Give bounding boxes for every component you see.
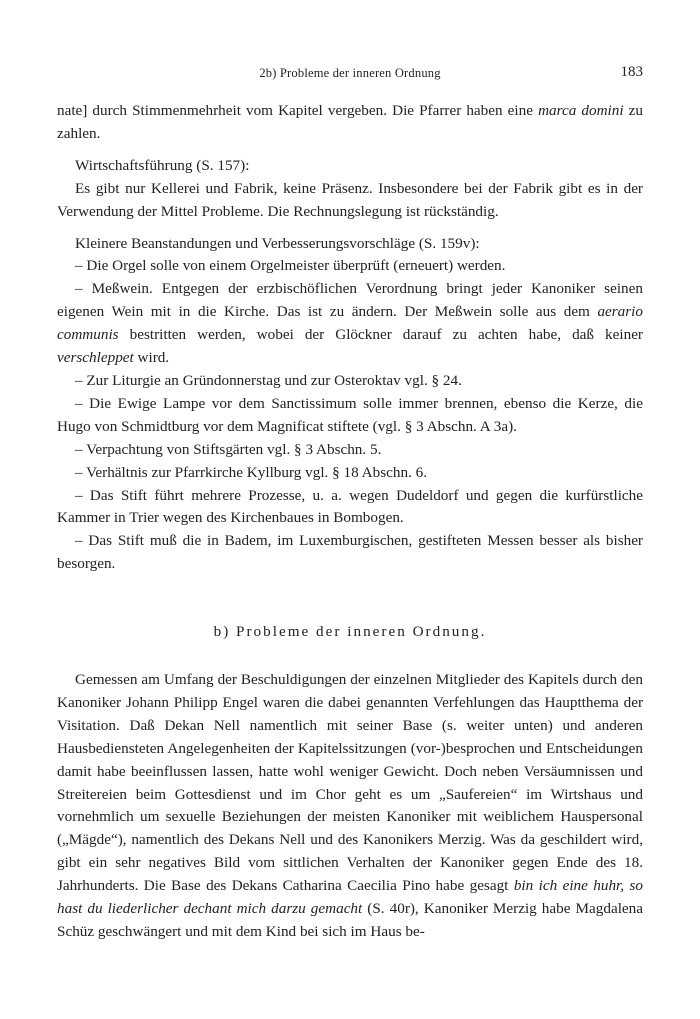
page-number: 183 xyxy=(620,64,643,80)
list-item: – Zur Liturgie an Gründonnerstag und zur Osteroktav vgl. § 24. xyxy=(75,371,462,389)
list-item: – Das Stift muß die in Badem, im Luxemburgischen, gestifteten Messen besser als bisher besorgen. xyxy=(57,532,643,573)
paragraph-wirtschaftsfuehrung: Es gibt nur Kellerei und Fabrik, keine Präsenz. Insbesondere bei der Fabrik gibt es in der Verwendung der Mittel Probleme. Die Rechnungslegung ist rückständig. xyxy=(57,179,643,220)
list-item: – Die Orgel solle von einem Orgelmeister überprüft (erneuert) werden. xyxy=(75,257,506,275)
list-item: – Das Stift führt mehrere Prozesse, u. a. wegen Dudeldorf und gegen die kurfürstliche Kammer in Trier wegen des Kirchenbaues in Bombogen. xyxy=(57,486,643,527)
list-item: – Verhältnis zur Pfarrkirche Kyllburg vgl. § 18 Abschn. 6. xyxy=(75,463,428,481)
subheading-wirtschaftsfuehrung: Wirtschaftsführung (S. 157): xyxy=(75,156,250,174)
section-heading: b) Probleme der inneren Ordnung. xyxy=(213,623,487,641)
running-head: 2b) Probleme der inneren Ordnung xyxy=(259,66,441,80)
subheading-beanstandungen: Kleinere Beanstandungen und Verbesserungsvorschläge (S. 159v): xyxy=(75,234,480,252)
quoted-term: verschleppet xyxy=(57,349,134,367)
latin-term: aerario communis xyxy=(57,303,643,344)
page-body xyxy=(57,100,643,944)
page-header xyxy=(57,64,643,86)
paragraph-continuation: nate] durch Stimmenmehrheit vom Kapitel vergeben. Die Pfarrer haben eine marca domini zu zahlen. xyxy=(57,102,643,142)
paragraph-main: Gemessen am Umfang der Beschuldigungen der einzelnen Mitglieder des Kapitels durch den Kanoniker Johann Philipp Engel waren die dabei genannten Verfehlungen das Hauptthema der Visitation. Daß Dekan Nell namentlich mit seiner Base (s. weiter unten) und anderen Hausbediensteten Angelegenheiten der Kapitelssitzungen (vor-)besprochen und Entscheidungen damit habe beeinflussen lassen, hatte wohl weniger Gewicht. Doch neben Versäumnissen und Streitereien beim Gottesdienst und im Chor geht es um „Saufereien“ im Wirtshaus und vornehmlich um sexuelle Beziehungen der meisten Kanoniker mit weiblichem Hauspersonal („Mägde“), namentlich des Dekans Nell und des Kanonikers Merzig. Was da geschildert wird, gibt ein sehr negatives Bild vom sittlichen Verhalten der Kanoniker gegen Ende des 18. Jahrhunderts. Die Base des Dekans Catharina Caecilia Pino habe gesagt bin ich eine huhr, so hast du liederlicher dechant mich darzu gemacht (S. 40r), Kanoniker Merzig habe Magdalena Schüz geschwängert und mit dem Kind bei sich im Haus be- xyxy=(57,671,643,940)
list-item: – Verpachtung von Stiftsgärten vgl. § 3 Abschn. 5. xyxy=(75,440,382,458)
latin-term: marca domini xyxy=(538,102,624,119)
list-item: – Die Ewige Lampe vor dem Sanctissimum solle immer brennen, ebenso die Kerze, die Hugo von Schmidtburg vor dem Magnificat stiftete (vgl. § 3 Abschn. A 3a). xyxy=(57,394,643,435)
quoted-speech: bin ich eine huhr, so hast du liederlicher dechant mich darzu gemacht xyxy=(57,877,643,918)
list-item: – Meßwein. Entgegen der erzbischöflichen Verordnung bringt jeder Kanoniker seinen eigenen Wein mit in die Kirche. Das ist zu ändern. Der Meßwein solle aus dem aerario communis bestritten werden, wobei der Glöckner darauf zu achten habe, daß keiner verschleppet wird. xyxy=(57,280,643,367)
